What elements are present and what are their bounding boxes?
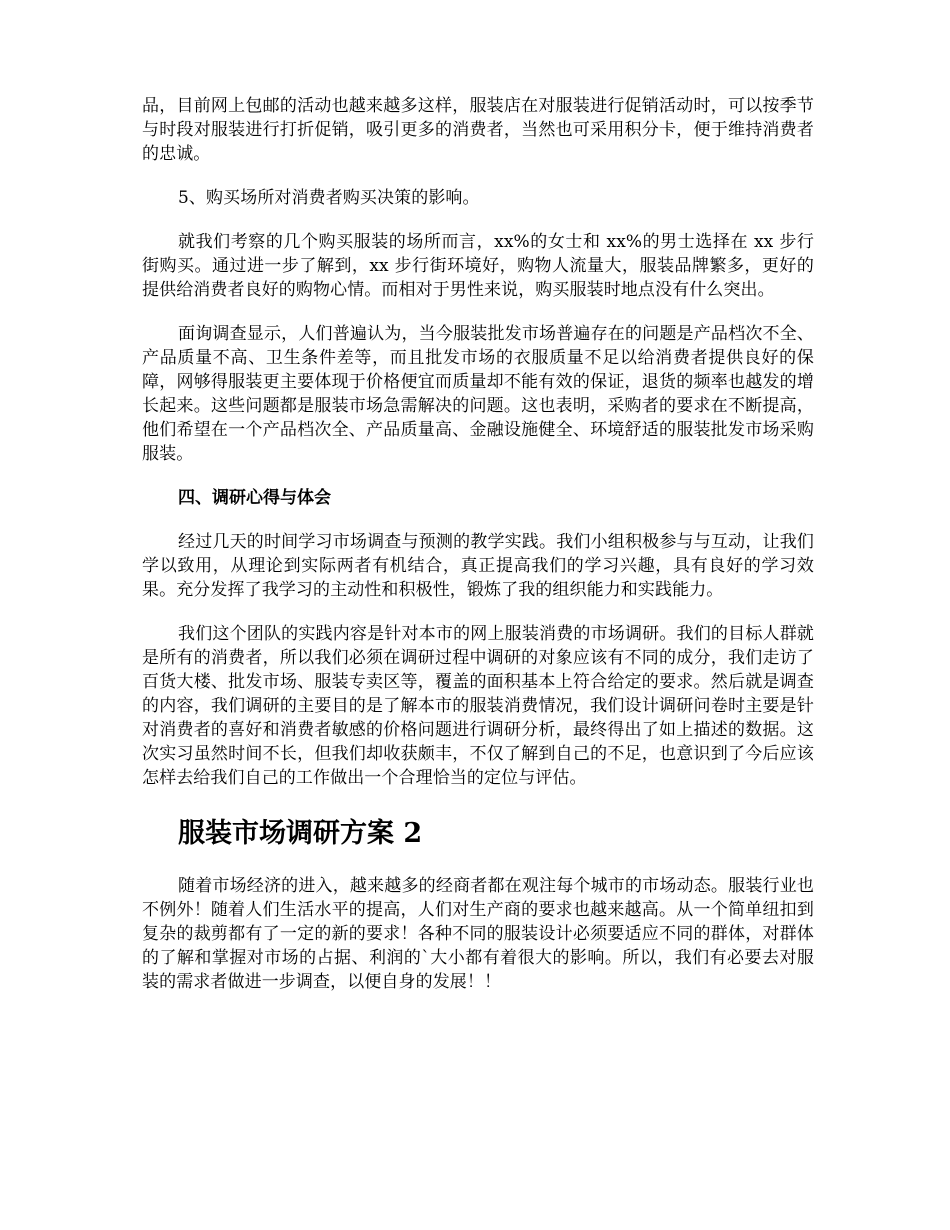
paragraph-intro-continued: 品，目前网上包邮的活动也越来越多这样，服装店在对服装进行促销活动时，可以按季节与时段对服装进行打折促销，吸引更多的消费者，当然也可采用积分卡，便于维持消费者的忠诚。 — [142, 96, 814, 164]
paragraph-point-5: 5、购买场所对消费者购买决策的影响。 — [178, 188, 480, 208]
section-heading-4: 四、调研心得与体会 — [178, 488, 331, 508]
paragraph-plan-2-intro: 随着市场经济的进入，越来越多的经商者都在观注每个城市的市场动态。服装行业也不例外！随着人们生活水平的提高，人们对生产商的要求也越来越高。从一个简单纽扣到复杂的裁剪都有了一定的新的要求！各种不同的服装设计必须要适应不同的群体，对群体的了解和掌握对市场的占据、利润的`大小都有着很大的影响。所以，我们有必要去对服装的需求者做进一步调查，以便自身的发展！！ — [142, 876, 814, 992]
paragraph-interview: 面询调查显示，人们普遍认为，当今服装批发市场普遍存在的问题是产品档次不全、产品质量不高、卫生条件差等，而且批发市场的衣服质量不足以给消费者提供良好的保障，网够得服装更主要体现于价格便宜而质量却不能有效的保证，退货的频率也越发的增长起来。这些问题都是服装市场急需解决的问题。这也表明，采购者的要求在不断提高，他们希望在一个产品档次全、产品质量高、金融设施健全、环境舒适的服装批发市场采购服装。 — [142, 324, 814, 464]
paragraph-reflection-2: 我们这个团队的实践内容是针对本市的网上服装消费的市场调研。我们的目标人群就是所有的消费者，所以我们必须在调研过程中调研的对象应该有不同的成分，我们走访了百货大楼、批发市场、服装专卖区等，覆盖的面积基本上符合给定的要求。然后就是调查的内容，我们调研的主要目的是了解本市的服装消费情况，我们设计调研问卷时主要是针对消费者的喜好和消费者敏感的价格问题进行调研分析，最终得出了如上描述的数据。这次实习虽然时间不长，但我们却收获颇丰，不仅了解到自己的不足，也意识到了今后应该怎样去给我们自己的工作做出一个合理恰当的定位与评估。 — [142, 624, 814, 788]
paragraph-venue: 就我们考察的几个购买服装的场所而言，xx%的女士和 xx%的男士选择在 xx 步行街购买。通过进一步了解到，xx 步行街环境好，购物人流量大，服装品牌繁多，更好的提供给消费者良好的购物心情。而相对于男性来说，购买服装时地点没有什么突出。 — [142, 232, 814, 300]
document-title-plan-2: 服装市场调研方案 2 — [178, 818, 423, 849]
paragraph-reflection-1: 经过几天的时间学习市场调查与预测的教学实践。我们小组积极参与与互动，让我们学以致用，从理论到实际两者有机结合，真正提高我们的学习兴趣，具有良好的学习效果。充分发挥了我学习的主动性和积极性，锻炼了我的组织能力和实践能力。 — [142, 532, 814, 600]
document-page — [142, 94, 814, 994]
